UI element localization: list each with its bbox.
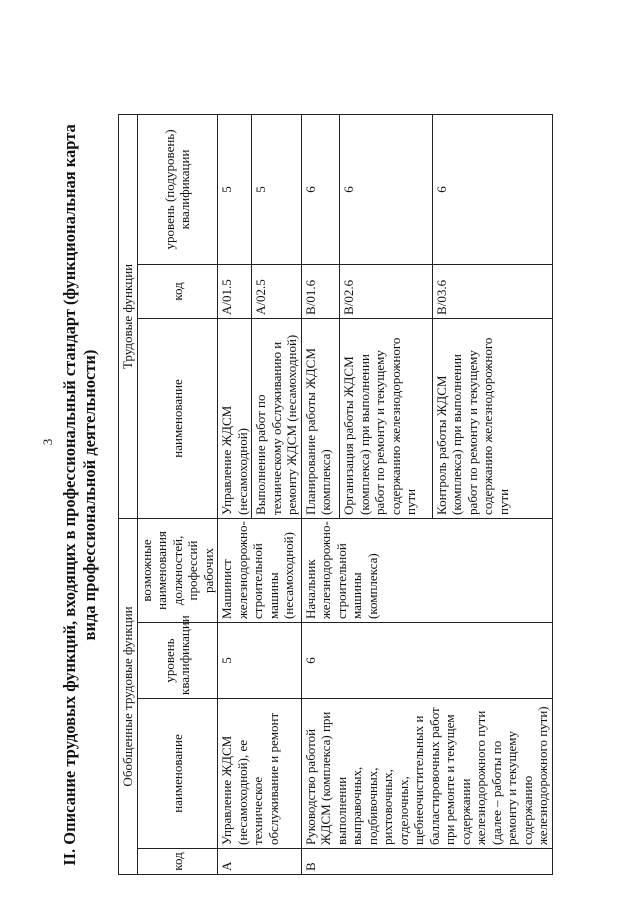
rotated-page-content <box>60 105 620 885</box>
func-code-cell: A/02.5 <box>252 264 302 318</box>
col-func-level: уровень (подуровень) квалификации <box>137 114 218 264</box>
gen-level-cell: 5 <box>218 623 302 699</box>
generalized-functions-header: Обобщенные трудовые функции <box>119 518 138 874</box>
func-code-cell: B/02.6 <box>340 264 432 318</box>
func-code-cell: B/03.6 <box>432 264 552 318</box>
col-positions: возможные наименования должностей, профессий рабочих <box>137 518 218 622</box>
gen-code-cell: В <box>301 849 552 875</box>
func-level-cell: 5 <box>218 114 252 264</box>
table-row <box>301 114 340 874</box>
func-code-cell: B/01.6 <box>301 264 340 318</box>
func-name-cell: Организация работы ЖДСМ (комплекса) при выполнении работ по ремонту и текущему содержанию железнодорожного пути <box>340 318 432 518</box>
gen-level-cell: 6 <box>301 623 552 699</box>
labor-functions-header: Трудовые функции <box>119 114 138 518</box>
positions-cell: Машинист железнодорожно-строительной машины (несамоходной) <box>218 518 302 622</box>
func-name-cell: Выполнение работ по техническому обслуживанию и ремонту ЖДСМ (несамоходной) <box>252 318 302 518</box>
func-name-cell: Управление ЖДСМ (несамоходной) <box>218 318 252 518</box>
func-name-cell: Контроль работы ЖДСМ (комплекса) при выполнении работ по ремонту и текущему содержанию железнодорожного пути <box>432 318 552 518</box>
func-name-cell: Планирование работы ЖДСМ (комплекса) <box>301 318 340 518</box>
func-level-cell: 5 <box>252 114 302 264</box>
column-header-row <box>137 114 218 874</box>
gen-code-cell: А <box>218 849 302 875</box>
col-gen-name: наименование <box>137 699 218 849</box>
col-func-code: код <box>137 264 218 318</box>
gen-name-cell: Управление ЖДСМ (несамоходной), ее техническое обслуживание и ремонт <box>218 699 302 849</box>
page-number: 3 <box>40 438 55 446</box>
col-func-name: наименование <box>137 318 218 518</box>
group-header-row <box>119 114 138 874</box>
col-gen-code: код <box>137 849 218 875</box>
func-level-cell: 6 <box>301 114 340 264</box>
functional-map-table <box>118 114 553 875</box>
func-code-cell: A/01.5 <box>218 264 252 318</box>
table-row <box>218 114 252 874</box>
func-level-cell: 6 <box>340 114 432 264</box>
func-level-cell: 6 <box>432 114 552 264</box>
col-gen-level: уровень квалификации <box>137 623 218 699</box>
section-title: II. Описание трудовых функций, входящих в профессиональный стандарт (функциональная карта вида профессиональной деятельности) <box>60 124 99 866</box>
gen-name-cell: Руководство работой ЖДСМ (комплекса) при выполнении выправочных, подбивочных, рихтовочных, отделочных, щебнеочистительных и балластировочных работ при ремонте и текущем содержании железнодорожного пути (далее – работы по ремонту и текущему содержанию железнодорожного пути) <box>301 699 552 849</box>
positions-cell: Начальник железнодорожно-строительной машины (комплекса) <box>301 518 552 622</box>
